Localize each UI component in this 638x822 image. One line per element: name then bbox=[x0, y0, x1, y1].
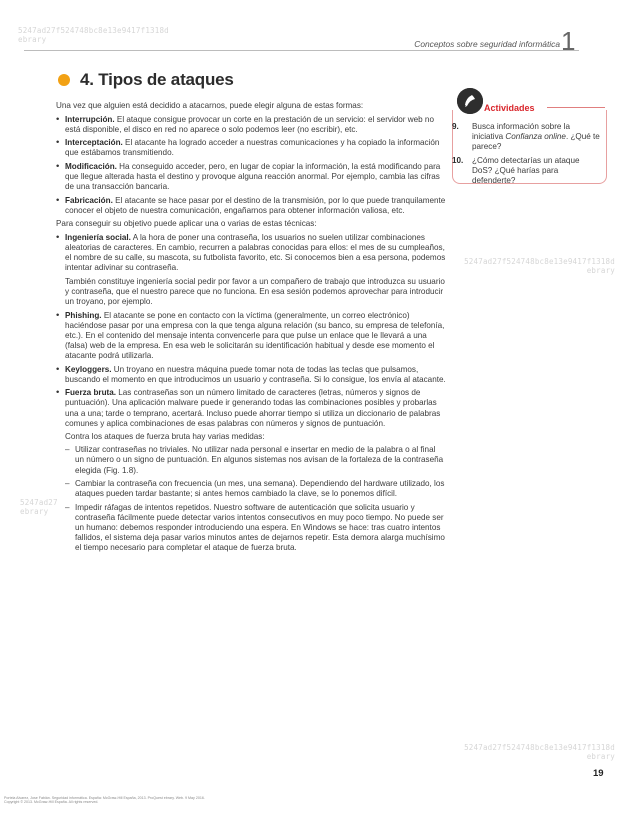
term: Phishing. bbox=[65, 310, 102, 320]
measure-item: – Utilizar contraseñas no triviales. No utilizar nada personal e insertar en medio de la palabra o al final un número o un signo de puntuación. En algunos sistemas nos avisan de la fortaleza de la contraseña elegida (Fig. 1.8). bbox=[56, 445, 446, 475]
definition: El atacante se pone en contacto con la víctima (generalmente, un correo electrónico) haciéndose pasar por una empresa con la que tenga alguna relación (su banco, su empresa de telefonía, etc.). En el contenido del mensaje intenta convencerle para que pulse un enlace que le llevará a una (falsa) web de la empresa. En esa web le solicitarán su identificación habitual y desde ese momento el atacante podrá utilizarla. bbox=[65, 310, 445, 361]
bullet-dot-icon bbox=[58, 74, 70, 86]
main-column bbox=[56, 101, 446, 557]
activity-number: 9. bbox=[452, 122, 459, 131]
section-title: 4. Tipos de ataques bbox=[80, 70, 234, 89]
activity-text: Busca información sobre la iniciativa bbox=[472, 122, 570, 142]
watermark-bottom-right bbox=[455, 743, 615, 761]
watermark-mid-left bbox=[20, 498, 58, 516]
intro-paragraph: Una vez que alguien está decidido a atacarnos, puede elegir alguna de estas formas: bbox=[56, 101, 364, 110]
watermark-text: 5247ad27f524748bc8e13e9417f1318d bbox=[464, 743, 615, 752]
term: Interrupción. bbox=[65, 114, 115, 124]
footer-line: Copyright © 2013. McGraw-Hill España. All rights reserved. bbox=[4, 800, 99, 805]
watermark-text: ebrary bbox=[20, 507, 49, 516]
term: Ingeniería social. bbox=[65, 233, 131, 243]
definition: A la hora de poner una contraseña, los usuarios no suelen utilizar combinaciones aleatorias de caracteres. En cambio, recurren a palabras conocidas para ellos: el mes de su cumpleaños, el nombre de su calle, su mascota, su futbolista favorito, etc. Si conocemos bien a esa persona, podemos intentar adivinar su contraseña. bbox=[65, 233, 446, 273]
measures-intro: Contra los ataques de fuerza bruta hay varias medidas: bbox=[65, 432, 265, 442]
measure-item: – Impedir ráfagas de intentos repetidos. Nuestro software de autenticación que solicita usuario y contraseña fácilmente puede detectar varios intentos consecutivos en muy poco tiempo. No puede ser un humano: debemos responder introduciendo una espera. En Windows se hace: tras cuatro intentos fallidos, el sistema deja pasar varios minutos antes de dejarnos repetir. Esta demora alarga muchísimo el tiempo necesario para completar el ataque de fuerza bruta. bbox=[56, 503, 446, 553]
list-item bbox=[56, 233, 446, 273]
definition: El ataque consigue provocar un corte en la prestación de un servicio: el servidor web no está disponible, el disco en red no aparece o solo podemos leer (no escribir), etc. bbox=[65, 114, 434, 134]
activity-item bbox=[452, 156, 600, 186]
activity-number: 10. bbox=[452, 156, 464, 165]
page-number: 19 bbox=[593, 768, 604, 779]
running-header: Conceptos sobre seguridad informática bbox=[414, 39, 560, 49]
list-item bbox=[56, 196, 446, 216]
watermark-text: 5247ad27 bbox=[20, 498, 58, 507]
term: Fuerza bruta. bbox=[65, 388, 117, 398]
term: Fabricación. bbox=[65, 195, 113, 205]
measure-item: – Cambiar la contraseña con frecuencia (un mes, una semana). Dependiendo del hardware utilizado, los ataques pueden tardar bastante; si antes hemos cambiado la clave, se lo ponemos difícil. bbox=[56, 479, 446, 499]
definition: Las contraseñas son un número limitado de caracteres (letras, números y signos de puntuación). Una aplicación malware puede ir generando todas las combinaciones posibles y probarlas una a una; tarde o temprano, acertará. Incluso puede ahorrar tiempo si utiliza un diccionario de palabras comunes y aplica combinaciones de esas palabras con números y signos de puntuación. bbox=[65, 388, 441, 428]
list-item bbox=[56, 162, 446, 192]
footer-line: Portela Alvarez, Jose Fabián. Seguridad informática. España: McGraw-Hill España, 2013. ProQuest ebrary. Web. 9 May 2016. bbox=[4, 796, 205, 800]
definition: Ha conseguido acceder, pero, en lugar de copiar la información, la está modificando para que llegue alterada hasta el destino y provoque alguna reacción anormal. Por ejemplo, cambia las cifras de una transacción bancaria. bbox=[65, 161, 441, 192]
copyright-footer bbox=[4, 796, 205, 804]
list-item bbox=[56, 365, 446, 385]
term: Keyloggers. bbox=[65, 364, 112, 374]
watermark-text: 5247ad27f524748bc8e13e9417f1318d bbox=[464, 257, 615, 266]
list-item bbox=[56, 311, 446, 361]
watermark-top-left bbox=[18, 26, 169, 44]
term: Modificación. bbox=[65, 161, 117, 171]
definition: El atacante se hace pasar por el destino de la transmisión, por lo que puede tranquilamente conocer el objeto de nuestra comunicación, engañarnos para obtener información valiosa, etc. bbox=[65, 195, 446, 215]
definition: El atacante ha logrado acceder a nuestras comunicaciones y ha copiado la información que estábamos transmitiendo. bbox=[65, 138, 440, 158]
activity-emphasis: Confianza online bbox=[505, 132, 566, 142]
activities-rule bbox=[547, 107, 605, 108]
watermark-text: ebrary bbox=[586, 752, 615, 761]
chapter-number: 1 bbox=[561, 26, 576, 56]
term: Interceptación. bbox=[65, 138, 123, 148]
watermark-text: 5247ad27f524748bc8e13e9417f1318d bbox=[18, 26, 169, 35]
watermark-mid-right bbox=[455, 257, 615, 275]
list-item bbox=[56, 138, 446, 158]
activity-text: ¿Cómo detectarías un ataque DoS? ¿Qué harías para defenderte? bbox=[472, 156, 580, 186]
activity-text: . ¿Qué te parece? bbox=[472, 132, 600, 152]
techniques-intro: Para conseguir su objetivo puede aplicar una o varias de estas técnicas: bbox=[56, 219, 317, 229]
watermark-text: ebrary bbox=[18, 35, 47, 44]
activities-heading: Actividades bbox=[484, 103, 535, 113]
activity-item bbox=[452, 122, 600, 152]
section-heading bbox=[58, 70, 234, 90]
definition: Un troyano en nuestra máquina puede tomar nota de todas las teclas que pulsamos, buscando el momento en que introducimos un usuario y contraseña. Si lo consigue, los envía al atacante. bbox=[65, 364, 446, 384]
social-extra-paragraph: También constituye ingeniería social pedir por favor a un compañero de trabajo que introduzca su usuario y contraseña, que el nuestro parece que no funciona. En esa sesión podemos aprovechar para introducir un troyano, por ejemplo. bbox=[65, 276, 445, 307]
list-item bbox=[56, 115, 446, 135]
watermark-text: ebrary bbox=[586, 266, 615, 275]
list-item bbox=[56, 388, 446, 428]
header-rule bbox=[24, 50, 579, 51]
